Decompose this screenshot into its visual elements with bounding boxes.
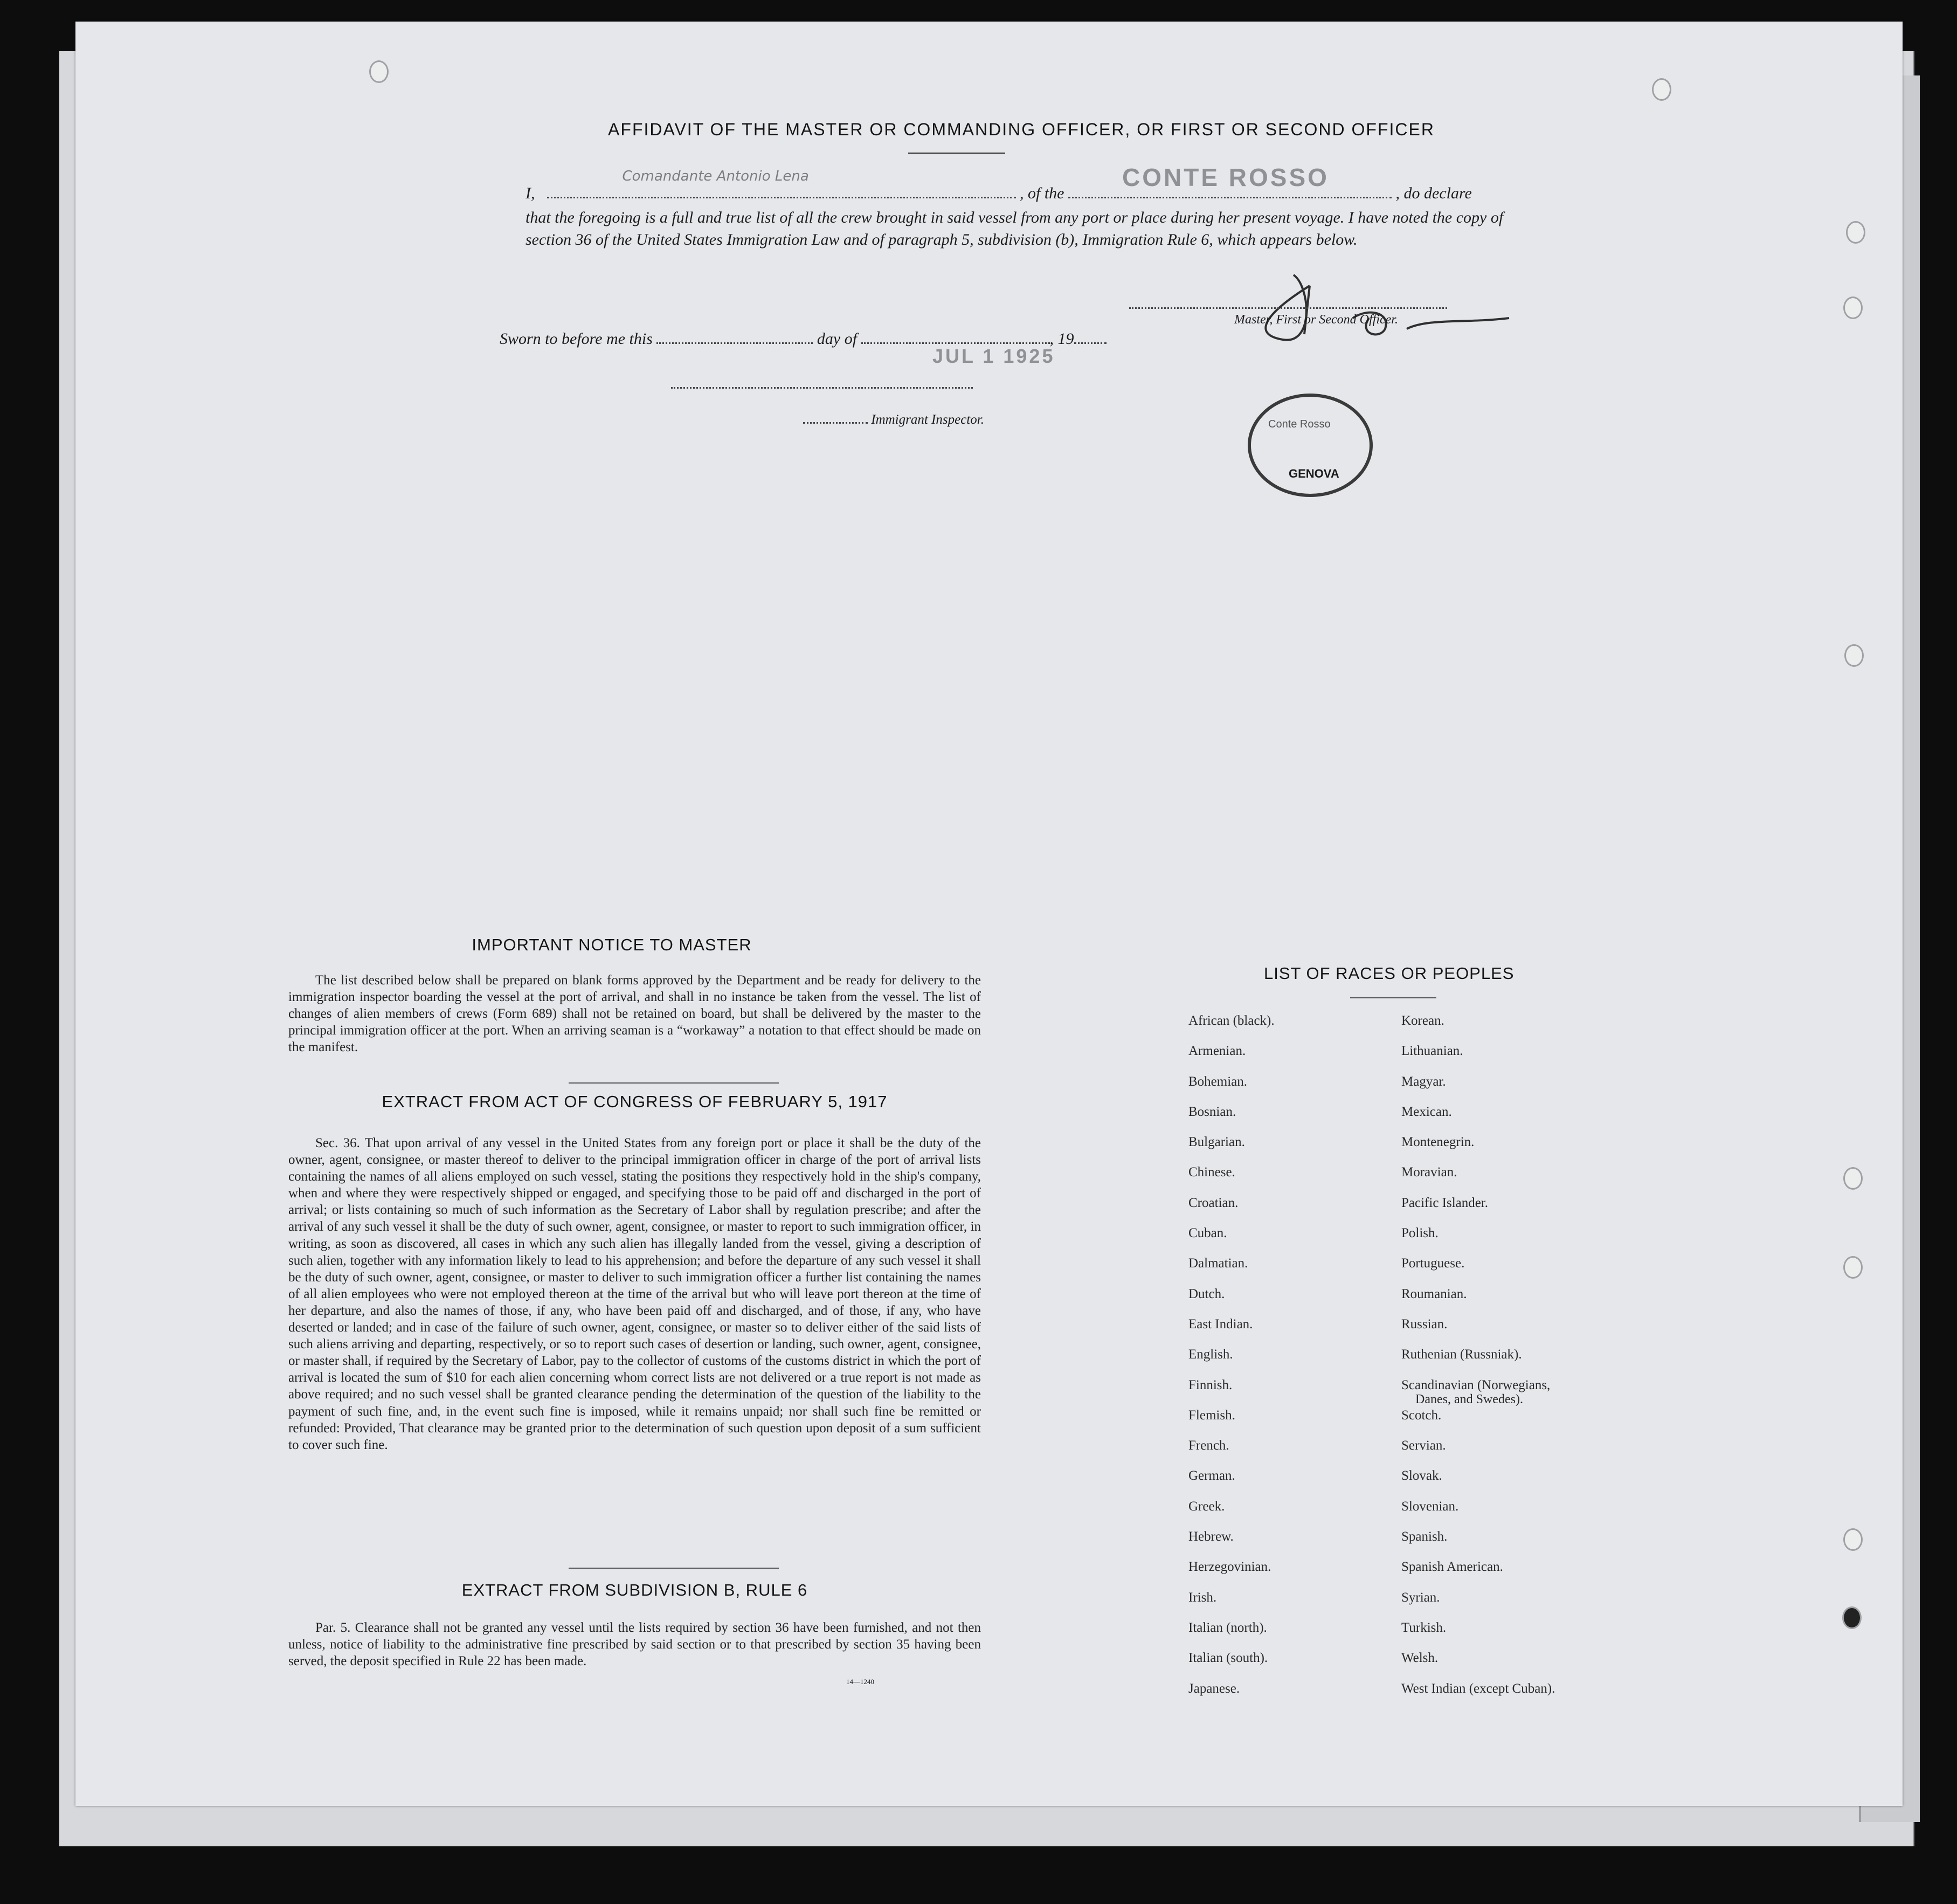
race-item: Greek.: [1188, 1499, 1225, 1514]
race-item-continuation: Danes, and Swedes).: [1415, 1392, 1523, 1406]
race-item: African (black).: [1188, 1013, 1275, 1028]
seal-top-text: Conte Rosso: [1268, 418, 1331, 430]
race-item: English.: [1188, 1347, 1233, 1362]
seal-bottom-text: GENOVA: [1289, 467, 1339, 480]
punch-hole-icon: [1842, 1606, 1862, 1629]
race-item: Dalmatian.: [1188, 1256, 1248, 1271]
race-item: Japanese.: [1188, 1681, 1240, 1696]
race-item: Slovenian.: [1401, 1499, 1459, 1514]
race-item: Korean.: [1401, 1013, 1444, 1028]
race-item: Turkish.: [1401, 1620, 1447, 1635]
races-right-column: [1401, 1013, 1555, 1712]
race-item: Polish.: [1401, 1226, 1439, 1241]
vessel-name-field: [1068, 163, 1392, 198]
race-item: Lithuanian.: [1401, 1044, 1463, 1059]
act-extract-title: EXTRACT FROM ACT OF CONGRESS OF FEBRUARY 5, 1917: [382, 1092, 888, 1111]
affidavit-declaration: [525, 163, 1550, 251]
divider: [908, 153, 1005, 154]
year-prefix: , 19: [1049, 330, 1074, 348]
race-item: Italian (south).: [1188, 1651, 1268, 1666]
race-item: Herzegovinian.: [1188, 1560, 1271, 1575]
race-item: German.: [1188, 1468, 1235, 1484]
race-item: Pacific Islander.: [1401, 1195, 1489, 1210]
punch-hole-icon: [1843, 1528, 1863, 1551]
divider: [569, 1568, 779, 1569]
race-item: Flemish.: [1188, 1408, 1235, 1423]
punch-hole-icon: [1652, 78, 1671, 101]
race-item-scandinavian: [1401, 1378, 1555, 1408]
race-item: Irish.: [1188, 1590, 1217, 1605]
race-item: Ruthenian (Russniak).: [1401, 1347, 1522, 1362]
punch-hole-icon: [1843, 1167, 1863, 1190]
document-page: [75, 22, 1903, 1806]
form-number: 14—1240: [846, 1678, 874, 1686]
officer-name: Comandante Antonio Lena: [622, 168, 809, 184]
races-title: LIST OF RACES OR PEOPLES: [1264, 964, 1515, 983]
race-item: Mexican.: [1401, 1104, 1452, 1119]
punch-hole-icon: [1844, 644, 1864, 667]
affidavit-title: AFFIDAVIT OF THE MASTER OR COMMANDING OFFICER, OR FIRST OR SECOND OFFICER: [608, 120, 1435, 139]
race-item: Syrian.: [1401, 1590, 1440, 1605]
race-item: French.: [1188, 1438, 1229, 1453]
month-field: [861, 342, 1050, 344]
notice-title: IMPORTANT NOTICE TO MASTER: [472, 935, 752, 954]
race-item: Finnish.: [1188, 1377, 1233, 1392]
race-item: Cuban.: [1188, 1226, 1227, 1241]
race-item: Russian.: [1401, 1316, 1448, 1332]
punch-hole-icon: [369, 60, 389, 83]
inspector-field: [803, 422, 868, 424]
race-item: Chinese.: [1188, 1165, 1235, 1180]
race-item: Servian.: [1401, 1438, 1446, 1453]
rule-extract-title: EXTRACT FROM SUBDIVISION B, RULE 6: [461, 1581, 808, 1599]
race-item: Croatian.: [1188, 1195, 1239, 1210]
race-item: Spanish American.: [1401, 1560, 1503, 1575]
punch-hole-icon: [1843, 1256, 1863, 1279]
punch-hole-icon: [1846, 221, 1865, 244]
race-item: Scotch.: [1401, 1408, 1442, 1423]
punch-hole-icon: [1843, 296, 1863, 319]
inspector-line: [803, 412, 984, 427]
race-item-text: Scandinavian (Norwegians,: [1401, 1377, 1551, 1392]
ship-seal-icon: [1248, 394, 1373, 497]
race-item: Spanish.: [1401, 1529, 1448, 1544]
signature-icon: [1229, 253, 1552, 356]
races-list: [1188, 1013, 1674, 1725]
vessel-name: CONTE ROSSO: [1122, 163, 1329, 191]
signature-caption: Master, First or Second Officer.: [1234, 313, 1398, 327]
affidavit-prefix: I,: [525, 184, 535, 202]
race-item: Bulgarian.: [1188, 1135, 1245, 1150]
divider: [569, 1082, 779, 1084]
races-left-column: [1188, 1013, 1275, 1712]
race-item: Montenegrin.: [1401, 1135, 1475, 1150]
of-the-label: , of the: [1020, 184, 1064, 202]
notice-text: The list described below shall be prepared on blank forms approved by the Department and be ready for delivery to the immigration inspector boarding the vessel at the port of arrival, and shall in no instance be taken from the vessel. The list of changes of alien members of crews (Form 689) shall not be retained on board, but shall be delivered by the master to the principal immigration officer at the port. When an arriving seaman is a “workaway” a notation to that effect should be made on the manifest.: [288, 973, 981, 1054]
race-item: Italian (north).: [1188, 1620, 1267, 1635]
date-stamp: JUL 1 1925: [932, 345, 1055, 367]
signature-line: [1129, 307, 1447, 309]
year-field: [1074, 342, 1107, 344]
race-item: Dutch.: [1188, 1286, 1225, 1301]
race-item: Roumanian.: [1401, 1286, 1467, 1301]
race-item: Welsh.: [1401, 1651, 1439, 1666]
race-item: Slovak.: [1401, 1468, 1442, 1484]
inspector-caption: Immigrant Inspector.: [871, 412, 984, 427]
race-item: Moravian.: [1401, 1165, 1457, 1180]
officer-name-field: [547, 168, 1016, 198]
affidavit-body: that the foregoing is a full and true list of all the crew brought in said vessel from any port or place during her present voyage. I have noted the copy of section 36 of the United States Immigration Law and of paragraph 5, subdivision (b), Immigration Rule 6, which appears below.: [525, 209, 1504, 249]
inspector-signature-line: [671, 387, 973, 389]
race-item: Bohemian.: [1188, 1074, 1248, 1089]
race-item: Armenian.: [1188, 1044, 1246, 1059]
race-item: Hebrew.: [1188, 1529, 1234, 1544]
race-item: Portuguese.: [1401, 1256, 1465, 1271]
race-item: West Indian (except Cuban).: [1401, 1681, 1555, 1696]
divider: [1350, 997, 1436, 998]
race-item: Magyar.: [1401, 1074, 1446, 1089]
day-field: [656, 342, 813, 344]
race-item: Bosnian.: [1188, 1104, 1236, 1119]
day-of-label: day of: [817, 330, 858, 348]
act-extract-text: Sec. 36. That upon arrival of any vessel in the United States from any foreign port or place it shall be the duty of the owner, agent, consignee, or master thereof to deliver to the principal immigration officer in charge of the port of arrival lists containing the names of all aliens employed on such vessel, stating the positions they respectively hold in the ship's company, when and where they were respectively shipped or engaged, and specifying those to be paid off and discharged in the port of arrival; or lists containing so much of such information as the Secretary of Labor shall by regulation prescribe; and after the arrival of any such vessel it shall be the duty of such owner, agent, consignee, or master to report to such immigration officer, in writing, as soon as discovered, all cases in which any such alien has illegally landed from the vessel, giving a description of such alien, together with any information likely to lead to his apprehension; and before the departure of any such vessel it shall be the duty of such owner, agent, consignee, or master to deliver to such immigration officer a further list containing the names of all alien employees who were not employed thereon at the time of the arrival but who will leave port thereon at the time of her departure, and also the names of those, if any, who have been paid off and discharged, and of those, if any, who have deserted or landed; and in case of the failure of such owner, agent, consignee, or master so to deliver either of the said lists of such aliens arriving and departing, respectively, or so to report such cases of desertion or landing, such owner, agent, consignee, or master shall, if required by the Secretary of Labor, pay to the collector of customs of the customs district in which the port of arrival is located the sum of $10 for each alien concerning whom correct lists are not delivered or a true report is not made as above required; and no such vessel shall be granted clearance pending the determination of the question of the liability to the payment of such fine, and, in the event such fine is imposed, while it remains unpaid; nor shall such fine be remitted or refunded: Provided, That clearance may be granted prior to the determination of such question upon deposit of a sum sufficient to cover such fine.: [288, 1136, 981, 1452]
do-declare-label: , do declare: [1395, 184, 1472, 202]
race-item: East Indian.: [1188, 1316, 1253, 1332]
sworn-text: Sworn to before me this: [500, 330, 653, 348]
rule-extract-text: Par. 5. Clearance shall not be granted any vessel until the lists required by section 36 have been furnished, and not then unless, notice of liability to the administrative fine prescribed by said section or to that prescribed by section 35 having been served, the deposit specified in Rule 22 has been made.: [288, 1620, 981, 1668]
